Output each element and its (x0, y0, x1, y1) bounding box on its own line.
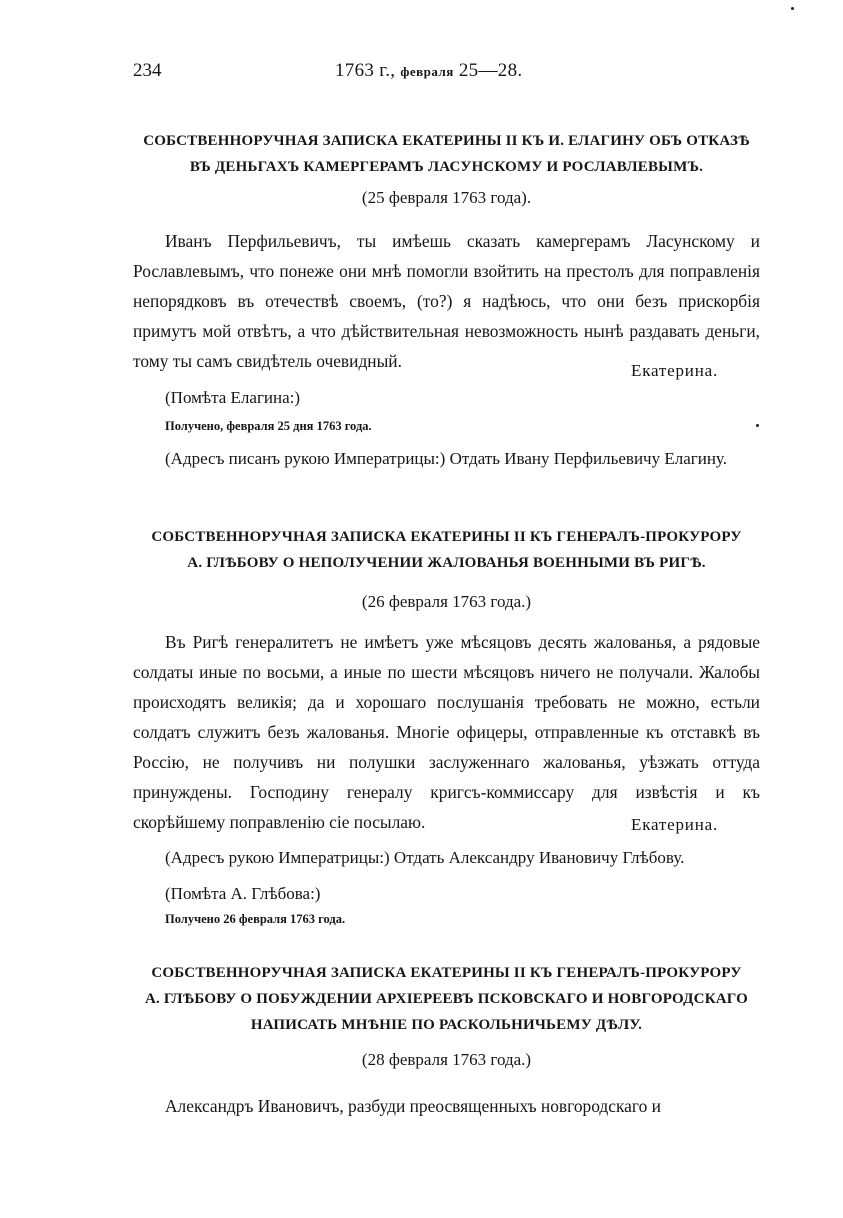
document-text: Иванъ Перфильевичъ, ты имѣешь сказать камергерамъ Ласунскому и Рославлевымъ, что понеже они мнѣ помогли взойтить на престолъ для поправленія непорядковъ въ отечествѣ своемъ, (то?) я надѣюсь, что они безъ прискорбія примутъ мой отвѣтъ, а что дѣйствительная невозможность нынѣ раздавать деньги, тому ты самъ свидѣтель очевидный. (133, 231, 760, 371)
running-head (133, 60, 753, 86)
document-1-signature (133, 361, 760, 381)
page-number: 234 (133, 60, 162, 81)
received-note: Получено, февраля 25 дня 1763 года. (165, 419, 372, 433)
document-title-line: СОБСТВЕННОРУЧНАЯ ЗАПИСКА ЕКАТЕРИНЫ II КЪ ГЕНЕРАЛЪ-ПРОКУРОРУ (151, 529, 742, 545)
note-label: (Помѣта А. Глѣбова:) (165, 884, 321, 903)
document-text: Александръ Ивановичъ, разбуди преосвященныхъ новгородскаго и (165, 1096, 661, 1116)
document-1-date (133, 188, 760, 208)
header-month: февраля (400, 64, 454, 79)
document-date: (25 февраля 1763 года). (361, 188, 532, 207)
document-1-note (133, 388, 760, 408)
document-3-body (133, 1091, 760, 1121)
header-day-range: 25—28. (453, 60, 523, 81)
address-note: (Адресъ писанъ рукою Императрицы:) Отдать Ивану Перфильевичу Елагину. (165, 449, 727, 468)
document-2-signature (133, 815, 760, 835)
document-3-date (133, 1050, 760, 1070)
received-note: Получено 26 февраля 1763 года. (165, 912, 346, 926)
document-date: (26 февраля 1763 года.) (361, 592, 532, 611)
note-label: (Помѣта Елагина:) (165, 388, 301, 407)
document-2-received (133, 912, 760, 927)
document-2-date (133, 592, 760, 612)
document-title-line: СОБСТВЕННОРУЧНАЯ ЗАПИСКА ЕКАТЕРИНЫ II КЪ И. ЕЛАГИНУ ОБЪ ОТКАЗѢ (143, 133, 750, 149)
document-title-line: А. ГЛѢБОВУ О ПОБУЖДЕНИИ АРХІЕРЕЕВЪ ПСКОВСКАГО И НОВГОРОДСКАГО (144, 991, 749, 1007)
signature: Екатерина. (631, 815, 718, 834)
document-2-body (133, 627, 760, 837)
document-date: (28 февраля 1763 года.) (361, 1050, 532, 1069)
document-2-note (133, 884, 760, 904)
header-date (335, 60, 522, 82)
document-text: Въ Ригѣ генералитетъ не имѣетъ уже мѣсяцовъ десять жалованья, а рядовые солдаты иные по восьми, а иные по шести мѣсяцовъ ничего не получали. Жалобы происходятъ великія; да и хорошаго послушанія требовать не можно, естьли солдатъ служитъ безъ жалованья. Многіе офицеры, отправленные къ отставкѣ въ Россію, не получивъ ни полушки заслуженнаго жалованья, уѣзжать оттуда принуждены. Господину генералу кригсъ-коммиссару для извѣстія и къ скорѣйшему поправленію сіе посылаю. (133, 632, 760, 832)
document-2-heading (133, 524, 760, 576)
ink-speck (791, 7, 794, 10)
document-1-address (133, 444, 760, 474)
document-title-line: НАПИСАТЬ МНѢНІЕ ПО РАСКОЛЬНИЧЬЕМУ ДѢЛУ. (250, 1017, 643, 1033)
header-year: 1763 г., (335, 60, 401, 81)
document-1-heading (133, 128, 760, 180)
signature: Екатерина. (631, 361, 718, 380)
document-3-heading (133, 960, 760, 1038)
address-note: (Адресъ рукою Императрицы:) Отдать Александру Ивановичу Глѣбову. (165, 848, 685, 867)
document-1-received (133, 419, 760, 434)
document-1-body (133, 226, 760, 376)
document-2-address (133, 843, 760, 873)
document-title-line: А. ГЛѢБОВУ О НЕПОЛУЧЕНИИ ЖАЛОВАНЬЯ ВОЕННЫМИ ВЪ РИГѢ. (187, 555, 706, 571)
document-title-line: СОБСТВЕННОРУЧНАЯ ЗАПИСКА ЕКАТЕРИНЫ II КЪ ГЕНЕРАЛЪ-ПРОКУРОРУ (151, 965, 742, 981)
document-title-line: ВЪ ДЕНЬГАХЪ КАМЕРГЕРАМЪ ЛАСУНСКОМУ И РОСЛАВЛЕВЫМЪ. (189, 159, 704, 175)
